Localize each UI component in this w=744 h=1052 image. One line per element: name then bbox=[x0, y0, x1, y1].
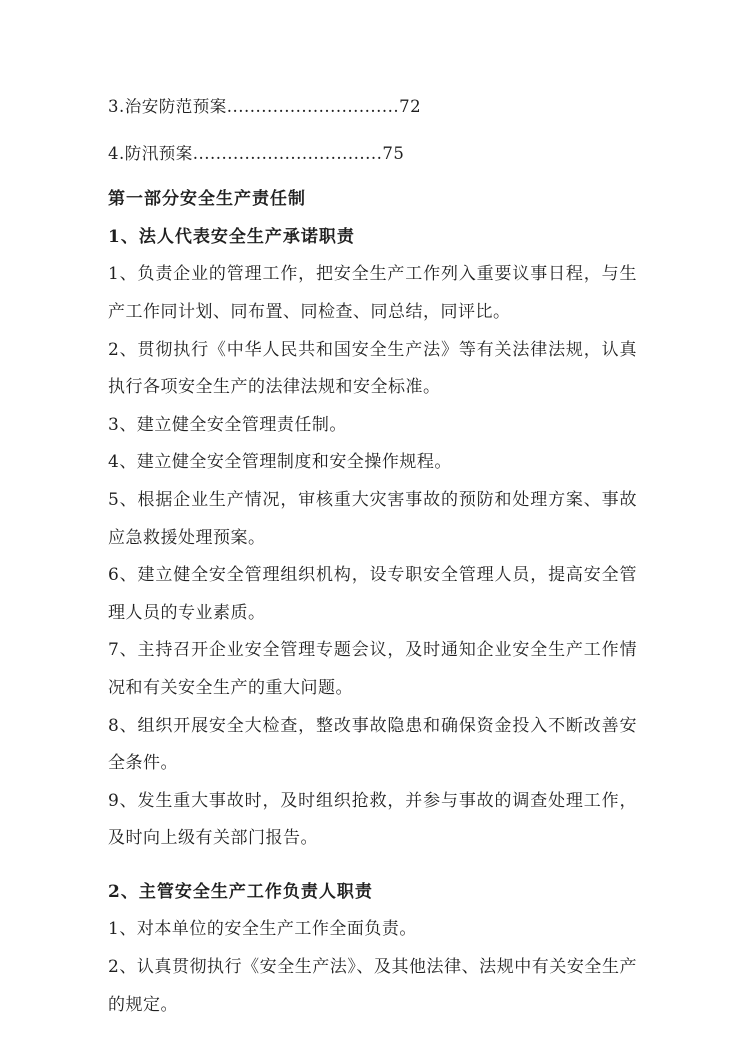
paragraph: 8、组织开展安全大检查，整改事故隐患和确保资金投入不断改善安全条件。 bbox=[108, 715, 637, 774]
toc-entry: 3.治安防范预案..............................72 bbox=[108, 97, 422, 116]
paragraph: 4、建立健全安全管理制度和安全操作规程。 bbox=[108, 452, 452, 473]
paragraph: 5、根据企业生产情况，审核重大灾害事故的预防和处理方案、事故应急救援处理预案。 bbox=[108, 489, 637, 548]
paragraph: 7、主持召开企业安全管理专题会议，及时通知企业安全生产工作情况和有关安全生产的重大问题。 bbox=[108, 640, 637, 698]
paragraph: 6、建立健全安全管理组织机构，设专职安全管理人员，提高安全管理人员的专业素质。 bbox=[108, 565, 637, 623]
toc-entry: 4.防汛预案.................................75 bbox=[108, 143, 405, 163]
paragraph: 2、认真贯彻执行《安全生产法》、及其他法律、法规中有关安全生产的规定。 bbox=[108, 957, 637, 1015]
paragraph: 3、建立健全安全管理责任制。 bbox=[108, 414, 347, 435]
paragraph: 9、发生重大事故时，及时组织抢救，并参与事故的调查处理工作，及时向上级有关部门报告。 bbox=[108, 790, 637, 849]
document-content bbox=[108, 88, 637, 1024]
section-heading-1: 1、法人代表安全生产承诺职责 bbox=[108, 226, 355, 247]
section-heading-2: 2、主管安全生产工作负责人职责 bbox=[108, 881, 373, 902]
part-heading: 第一部分安全生产责任制 bbox=[108, 189, 306, 210]
paragraph: 1、对本单位的安全生产工作全面负责。 bbox=[108, 919, 417, 940]
paragraph: 1、负责企业的管理工作，把安全生产工作列入重要议事日程，与生产工作同计划、同布置、同检查、同总结，同评比。 bbox=[108, 264, 637, 322]
paragraph: 2、贯彻执行《中华人民共和国安全生产法》等有关法律法规，认真执行各项安全生产的法律法规和安全标准。 bbox=[108, 339, 637, 398]
